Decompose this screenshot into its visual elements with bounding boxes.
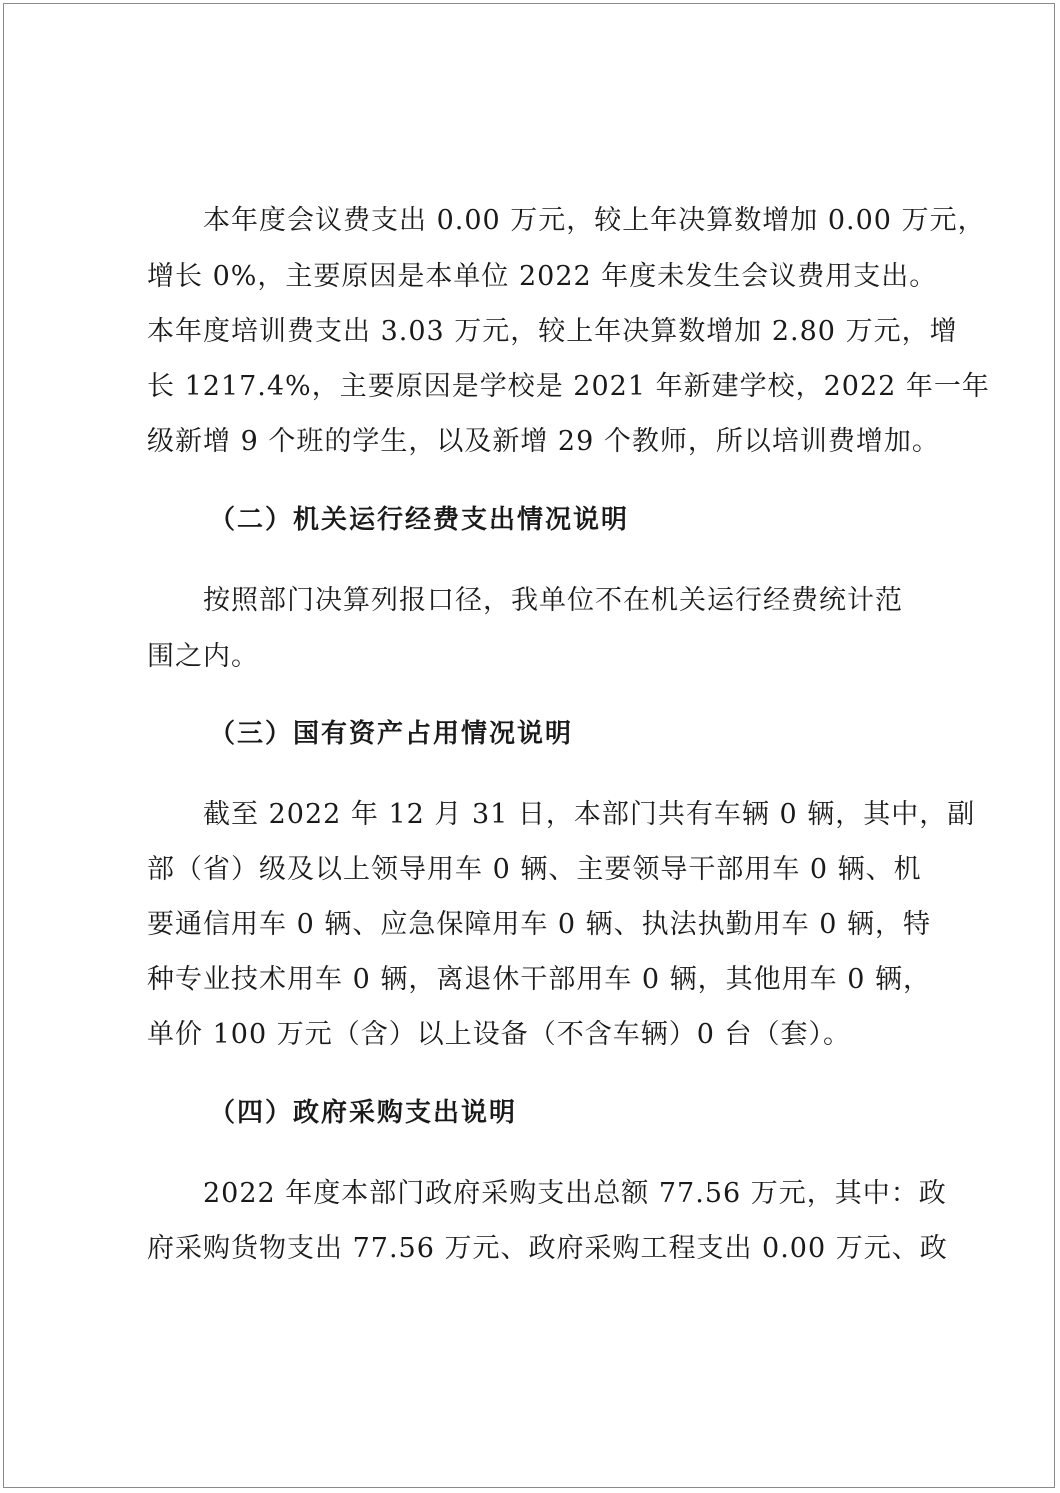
section-heading: （二）机关运行经费支出情况说明 bbox=[209, 505, 630, 535]
paragraph-line: 种专业技术用车 0 辆，离退休干部用车 0 辆，其他用车 0 辆， bbox=[147, 964, 932, 995]
section-heading: （三）国有资产占用情况说明 bbox=[209, 719, 574, 749]
paragraph-line: 增长 0%，主要原因是本单位 2022 年度未发生会议费用支出。 bbox=[147, 261, 938, 292]
paragraph-line: 长 1217.4%，主要原因是学校是 2021 年新建学校，2022 年一年 bbox=[147, 371, 990, 402]
paragraph-line: 截至 2022 年 12 月 31 日，本部门共有车辆 0 辆，其中，副 bbox=[203, 799, 976, 830]
paragraph-line: 本年度会议费支出 0.00 万元，较上年决算数增加 0.00 万元， bbox=[203, 205, 986, 236]
paragraph-line: 围之内。 bbox=[147, 641, 259, 672]
document-page bbox=[3, 3, 1055, 1488]
paragraph-line: 单价 100 万元（含）以上设备（不含车辆）0 台（套）。 bbox=[147, 1019, 851, 1050]
paragraph-line: 要通信用车 0 辆、应急保障用车 0 辆、执法执勤用车 0 辆，特 bbox=[147, 909, 932, 940]
paragraph-line: 本年度培训费支出 3.03 万元，较上年决算数增加 2.80 万元，增 bbox=[147, 316, 958, 347]
paragraph-line: 府采购货物支出 77.56 万元、政府采购工程支出 0.00 万元、政 bbox=[147, 1233, 948, 1264]
paragraph-line: 级新增 9 个班的学生，以及新增 29 个教师，所以培训费增加。 bbox=[147, 426, 940, 457]
paragraph-line: 部（省）级及以上领导用车 0 辆、主要领导干部用车 0 辆、机 bbox=[147, 854, 922, 885]
paragraph-line: 按照部门决算列报口径，我单位不在机关运行经费统计范 bbox=[203, 585, 903, 616]
section-heading: （四）政府采购支出说明 bbox=[209, 1098, 518, 1128]
paragraph-line: 2022 年度本部门政府采购支出总额 77.56 万元，其中：政 bbox=[203, 1178, 947, 1209]
